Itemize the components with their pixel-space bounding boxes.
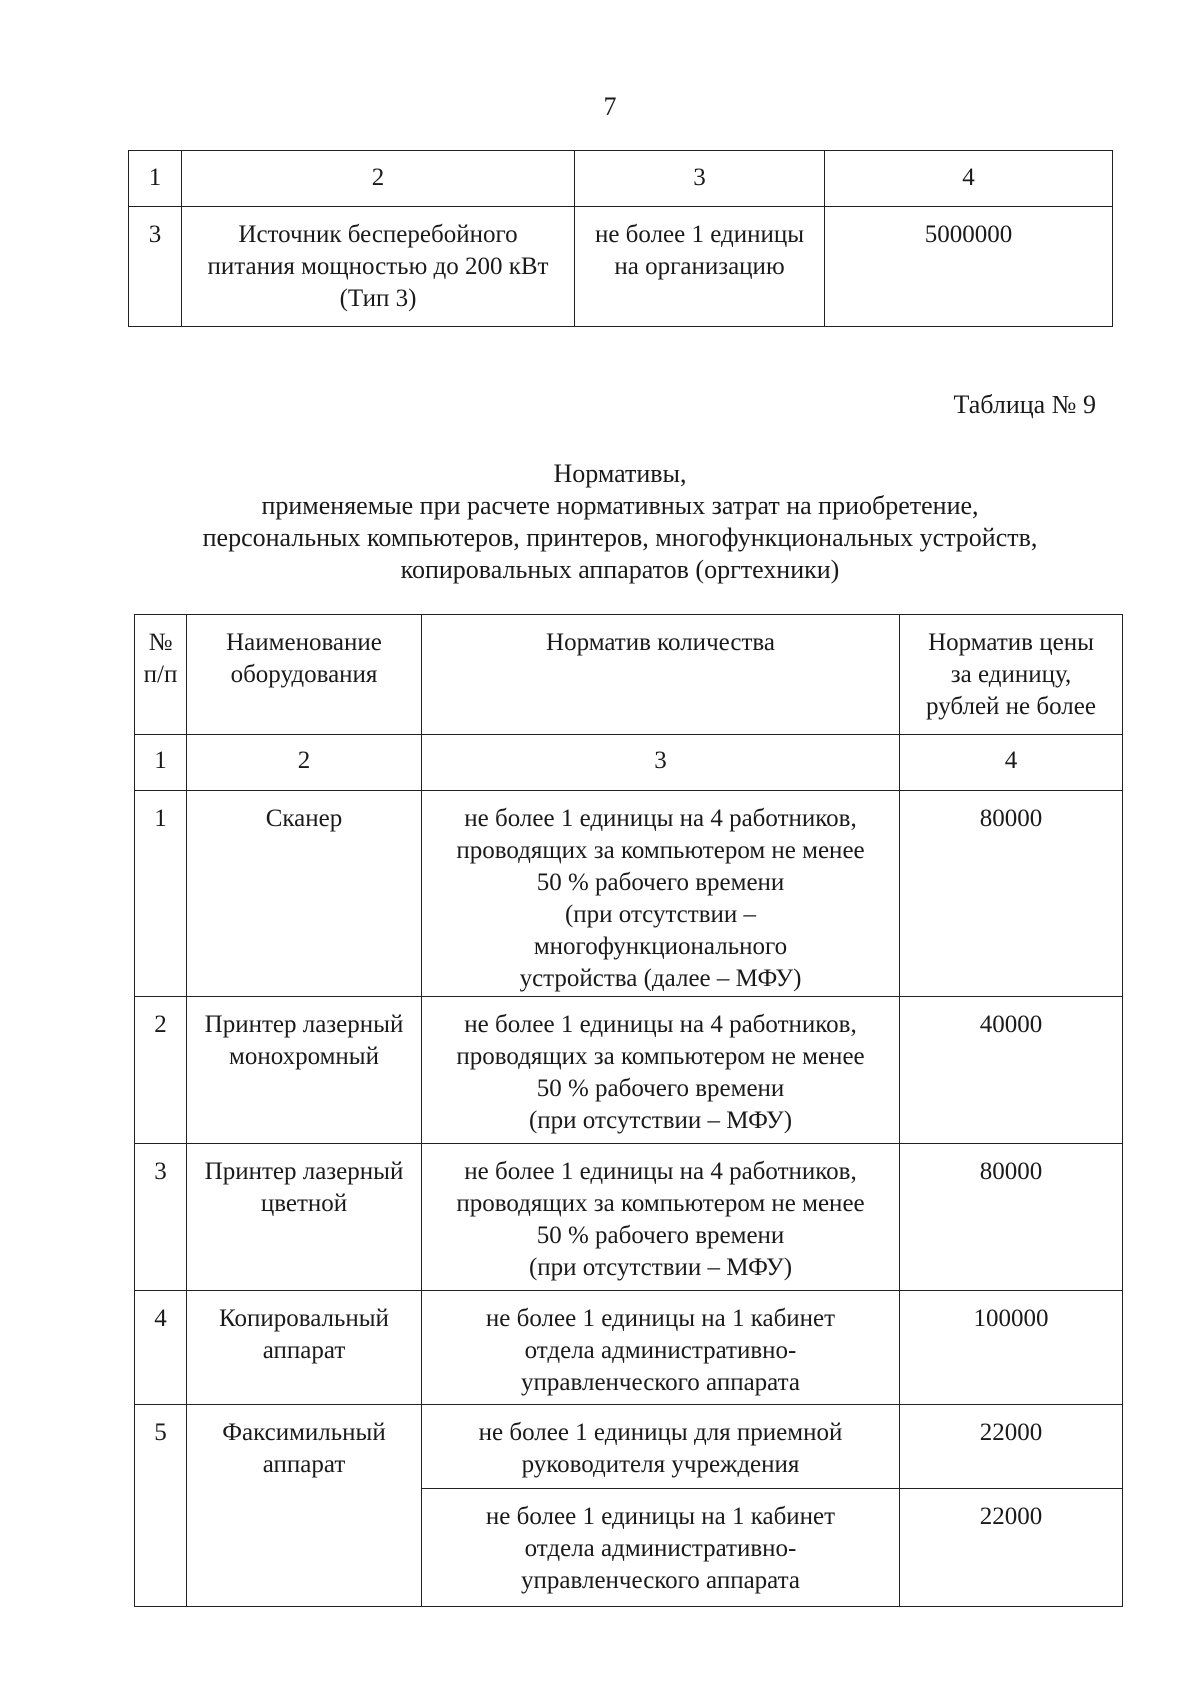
equipment-name: Сканер — [187, 791, 422, 997]
row-number: 5 — [135, 1405, 187, 1607]
quantity-norm: не более 1 единицы на 4 работников, проводящих за компьютером не менее 50 % рабочего времени (при отсутствии – МФУ) — [422, 997, 900, 1144]
price-norm: 80000 — [900, 791, 1123, 997]
quantity-norm: не более 1 единицы на 1 кабинет отдела административно- управленческого аппарата — [422, 1489, 900, 1607]
equipment-name: Источник бесперебойного питания мощностью до 200 кВт (Тип 3) — [182, 207, 575, 327]
continued-table — [128, 150, 1113, 327]
row-number: 4 — [135, 1291, 187, 1405]
row-number: 2 — [135, 997, 187, 1144]
header-number: № п/п — [135, 615, 187, 735]
header-quantity: Норматив количества — [422, 615, 900, 735]
header-name: Наименование оборудования — [187, 615, 422, 735]
price-norm: 40000 — [900, 997, 1123, 1144]
quantity-norm: не более 1 единицы на 4 работников, проводящих за компьютером не менее 50 % рабочего времени (при отсутствии – МФУ) — [422, 1144, 900, 1291]
table-row — [135, 1291, 1123, 1405]
price-norm: 22000 — [900, 1489, 1123, 1607]
price-norm: 80000 — [900, 1144, 1123, 1291]
col-number-cell: 1 — [135, 735, 187, 791]
table-caption: Таблица № 9 — [953, 390, 1096, 419]
quantity-norm: не более 1 единицы на организацию — [575, 207, 825, 327]
table-title: Нормативы, применяемые при расчете нормативных затрат на приобретение, персональных компьютеров, принтеров, многофункциональных устройств, копировальных аппаратов (оргтехники) — [202, 459, 1038, 584]
quantity-norm: не более 1 единицы для приемной руководителя учреждения — [422, 1405, 900, 1489]
table-row — [129, 207, 1113, 327]
equipment-name: Принтер лазерный монохромный — [187, 997, 422, 1144]
col-number-cell: 4 — [825, 151, 1113, 207]
price-norm: 5000000 — [825, 207, 1113, 327]
price-norm: 100000 — [900, 1291, 1123, 1405]
col-number-cell: 3 — [575, 151, 825, 207]
row-number: 3 — [135, 1144, 187, 1291]
quantity-norm: не более 1 единицы на 1 кабинет отдела административно- управленческого аппарата — [422, 1291, 900, 1405]
col-number-cell: 1 — [129, 151, 182, 207]
equipment-name: Факсимильный аппарат — [187, 1405, 422, 1607]
table-row — [135, 1405, 1123, 1489]
table-row — [135, 1144, 1123, 1291]
column-number-row — [135, 735, 1123, 791]
quantity-norm: не более 1 единицы на 4 работников, проводящих за компьютером не менее 50 % рабочего времени (при отсутствии – многофункционального устройства (далее – МФУ) — [422, 791, 900, 997]
col-number-cell: 2 — [182, 151, 575, 207]
table-header-row — [135, 615, 1123, 735]
row-number: 3 — [129, 207, 182, 327]
column-number-row — [129, 151, 1113, 207]
price-norm: 22000 — [900, 1405, 1123, 1489]
equipment-name: Копировальный аппарат — [187, 1291, 422, 1405]
page-number: 7 — [603, 92, 617, 121]
col-number-cell: 4 — [900, 735, 1123, 791]
table-row — [135, 997, 1123, 1144]
norms-table — [134, 614, 1123, 1607]
col-number-cell: 3 — [422, 735, 900, 791]
table-row — [135, 791, 1123, 997]
col-number-cell: 2 — [187, 735, 422, 791]
header-price: Норматив цены за единицу, рублей не более — [900, 615, 1123, 735]
row-number: 1 — [135, 791, 187, 997]
equipment-name: Принтер лазерный цветной — [187, 1144, 422, 1291]
